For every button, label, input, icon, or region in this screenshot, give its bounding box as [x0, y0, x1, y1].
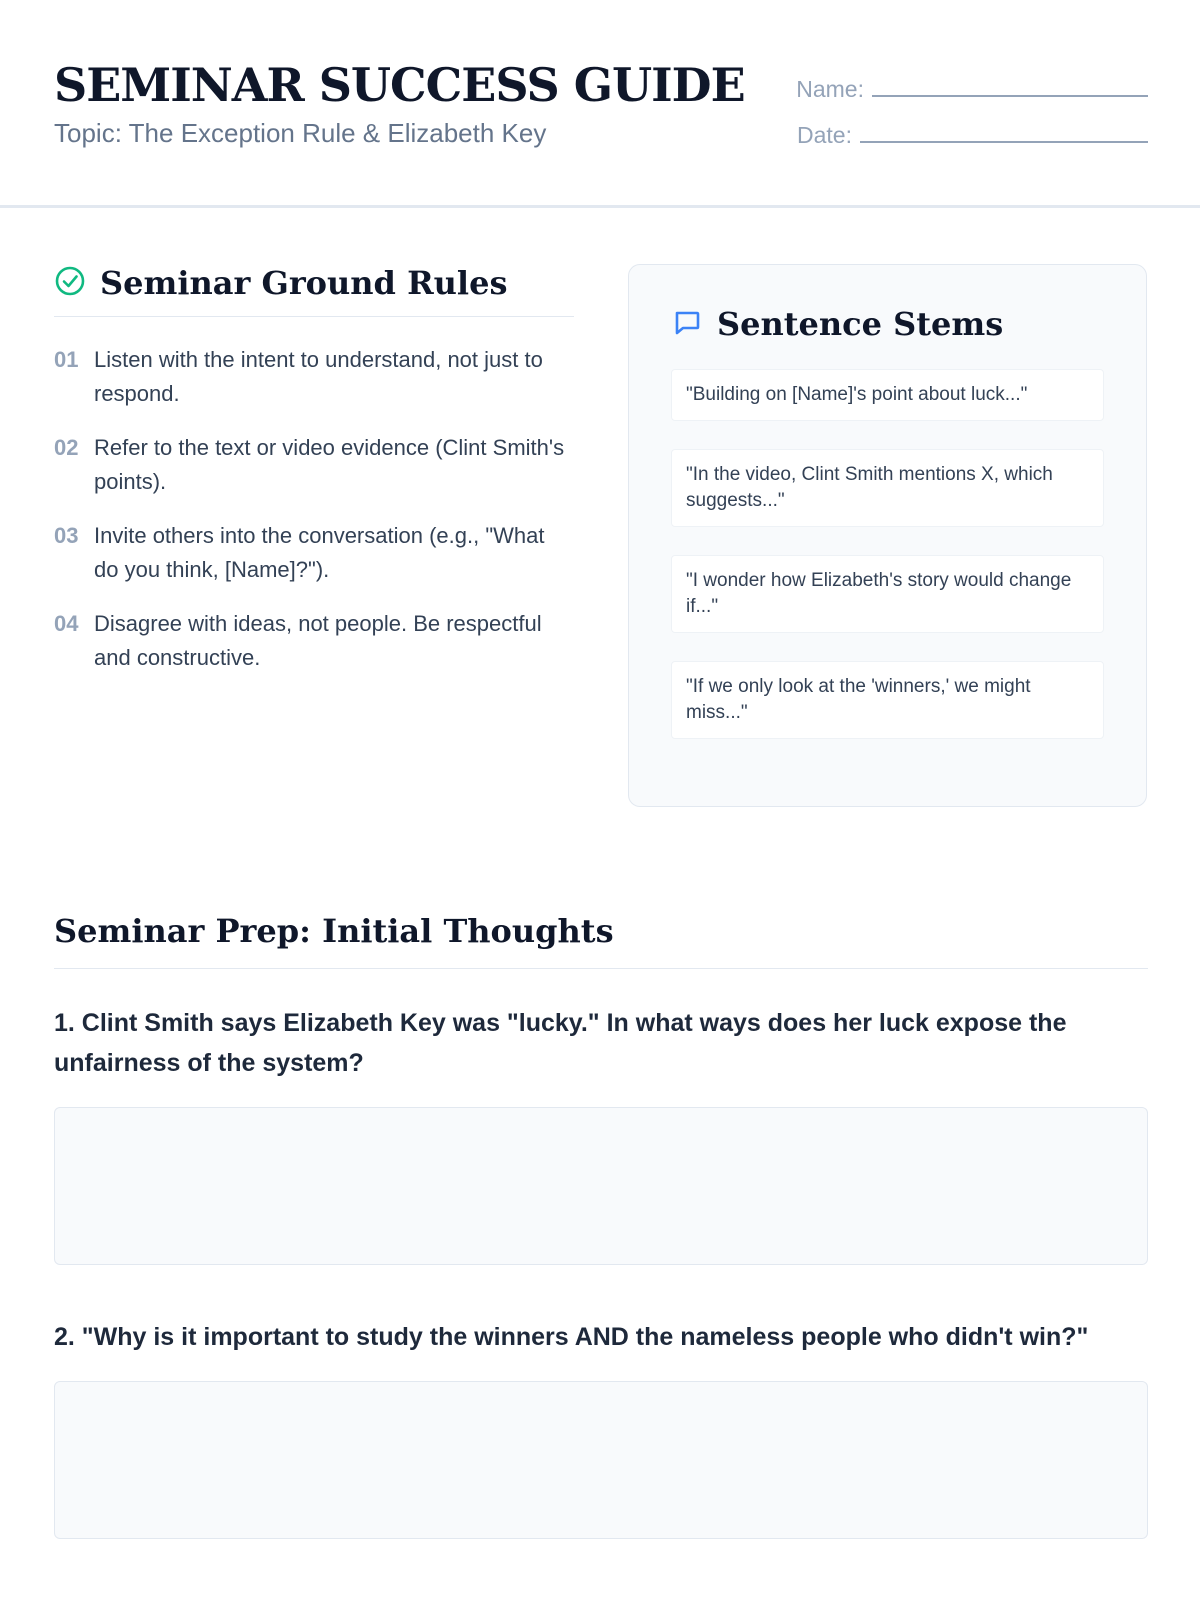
- ground-rules-list: [54, 343, 574, 675]
- rule-text: Invite others into the conversation (e.g., "What do you think, [Name]?").: [94, 523, 545, 582]
- question-2: 2. "Why is it important to study the winners AND the nameless people who didn't win?": [54, 1323, 1089, 1351]
- rule-number: 02: [54, 435, 79, 460]
- rule-number: 03: [54, 523, 79, 548]
- page-title: SEMINAR SUCCESS GUIDE: [54, 58, 745, 112]
- rule-text: Listen with the intent to understand, not just to respond.: [94, 347, 543, 406]
- rule-number: 04: [54, 611, 79, 636]
- name-field[interactable]: [796, 76, 1148, 103]
- rule-number: 01: [54, 347, 79, 372]
- sentence-stems-header: [671, 305, 1104, 343]
- seminar-prep-section: [54, 912, 1148, 1539]
- list-item: [54, 431, 574, 499]
- list-item: [54, 519, 574, 587]
- question-1: 1. Clint Smith says Elizabeth Key was "lucky." In what ways does her luck expose the unfairness of the system?: [54, 1009, 1067, 1077]
- check-circle-icon: [54, 265, 86, 302]
- page-header: [0, 0, 1200, 208]
- date-field[interactable]: [797, 122, 1148, 149]
- rule-text: Disagree with ideas, not people. Be respectful and constructive.: [94, 611, 542, 670]
- name-label: Name:: [796, 76, 864, 102]
- date-label: Date:: [797, 122, 852, 148]
- ground-rules-header: [54, 264, 574, 317]
- sentence-stem: "I wonder how Elizabeth's story would change if...": [671, 555, 1104, 633]
- ground-rules-section: [54, 264, 574, 695]
- seminar-prep-title: Seminar Prep: Initial Thoughts: [54, 912, 1148, 969]
- sentence-stems-card: [628, 264, 1147, 807]
- answer-box-2[interactable]: [54, 1381, 1148, 1539]
- chat-bubble-icon: [671, 306, 703, 343]
- sentence-stem: "If we only look at the 'winners,' we might miss...": [671, 661, 1104, 739]
- page-subtitle: Topic: The Exception Rule & Elizabeth Key: [54, 118, 547, 148]
- list-item: [54, 343, 574, 411]
- date-line[interactable]: [860, 140, 1148, 143]
- ground-rules-title: Seminar Ground Rules: [100, 264, 508, 302]
- answer-box-1[interactable]: [54, 1107, 1148, 1265]
- sentence-stem: "In the video, Clint Smith mentions X, which suggests...": [671, 449, 1104, 527]
- sentence-stems-title: Sentence Stems: [717, 305, 1004, 343]
- name-line[interactable]: [872, 94, 1148, 97]
- rule-text: Refer to the text or video evidence (Clint Smith's points).: [94, 435, 565, 494]
- sentence-stem: "Building on [Name]'s point about luck...": [671, 369, 1104, 421]
- list-item: [54, 607, 574, 675]
